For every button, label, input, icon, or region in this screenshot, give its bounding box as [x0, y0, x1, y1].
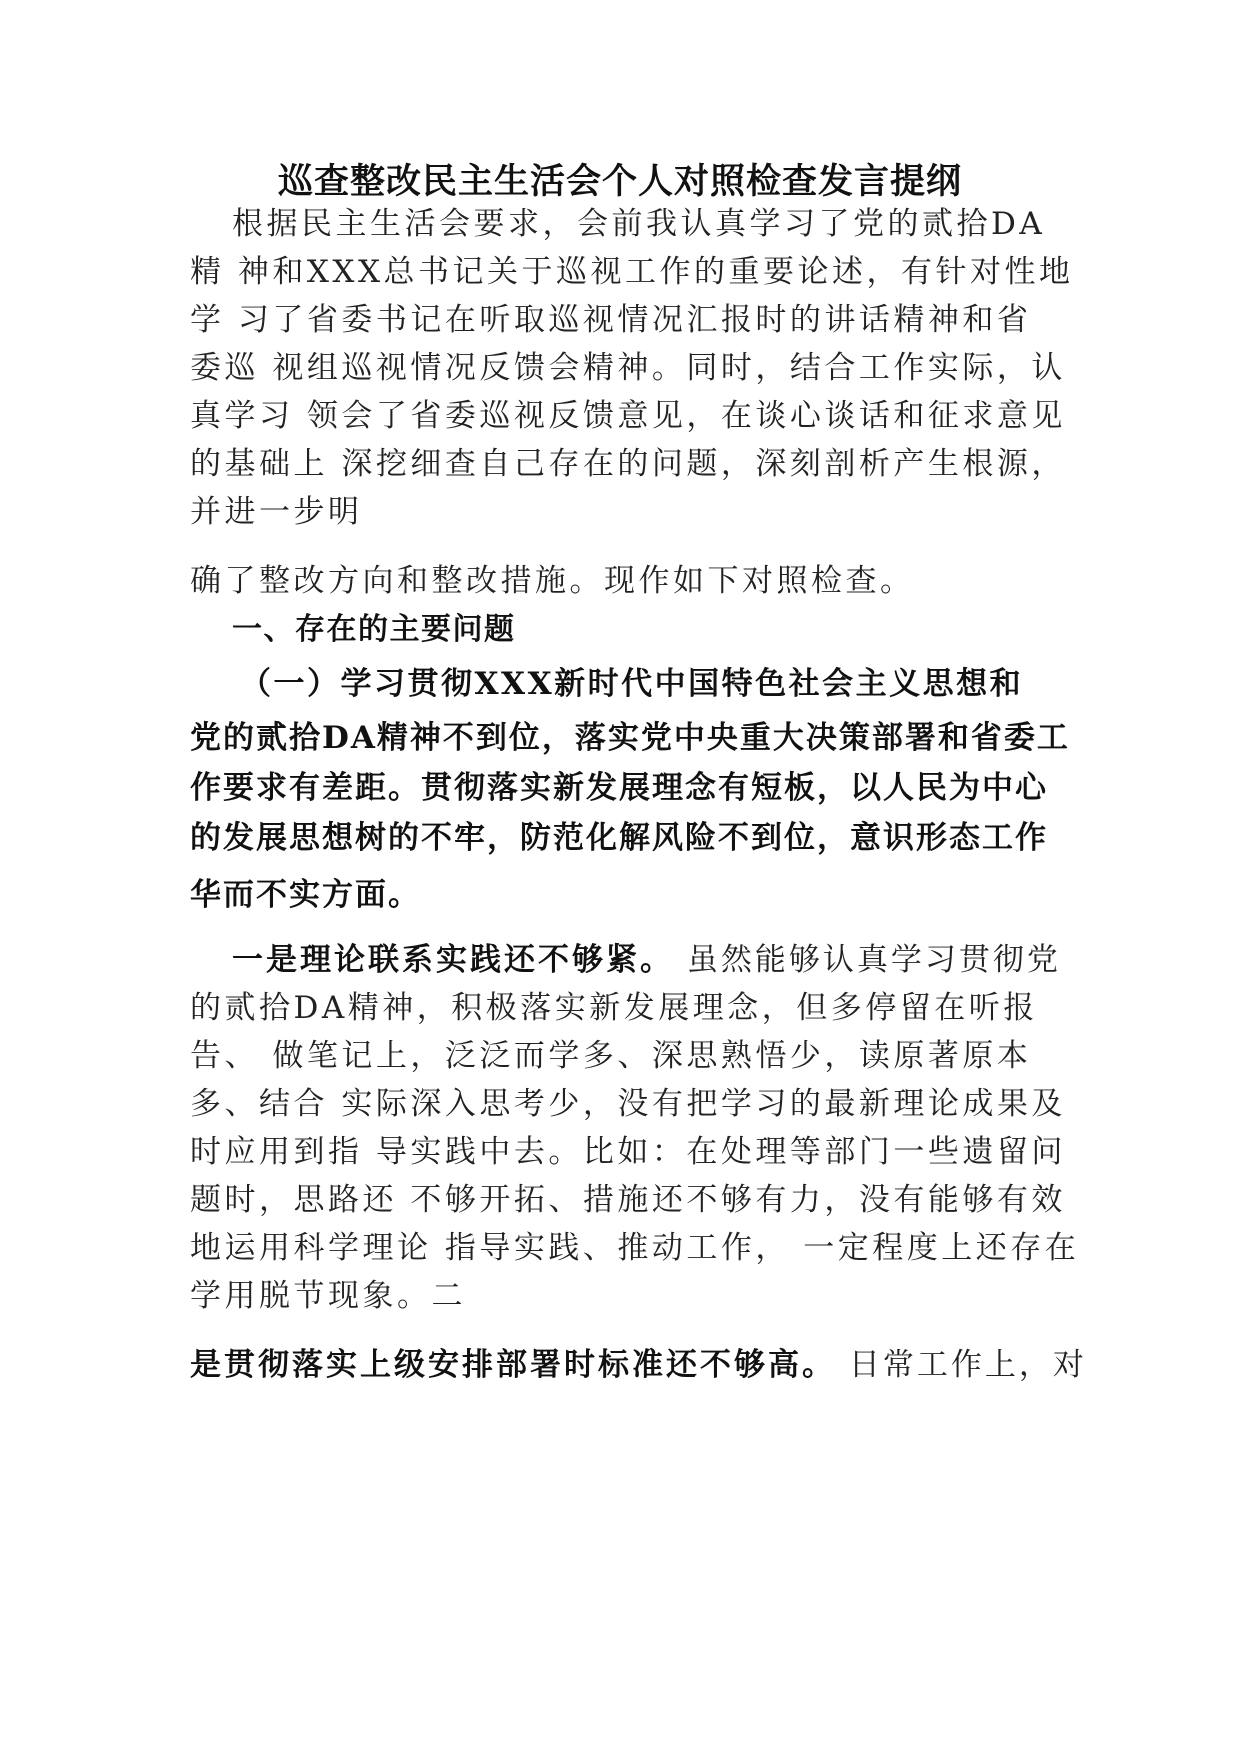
point2-rest: 日常工作上，对	[836, 1347, 1087, 1383]
intro-line-5: 真学习 领会了省委巡视反馈意见，在谈心谈话和征求意见	[190, 398, 1066, 434]
point1-line-4: 多、结合 实际深入思考少，没有把学习的最新理论成果及	[190, 1086, 1066, 1122]
point1-line-7: 地运用科学理论 指导实践、推动工作， 一定程度上还存在	[190, 1230, 1080, 1266]
point2-lead: 是贯彻落实上级安排部署时标准还不够高。	[190, 1347, 836, 1383]
point1-line-8: 学用脱节现象。二	[190, 1278, 466, 1314]
subsection-line-1: （一）学习贯彻XXX新时代中国特色社会主义思想和	[240, 666, 1024, 702]
point1-first-rest: 虽然能够认真学习贯彻党	[674, 942, 1061, 978]
intro-line-4: 委巡 视组巡视情况反馈会精神。同时，结合工作实际，认	[190, 350, 1066, 386]
intro-line-3: 学 习了省委书记在听取巡视情况汇报时的讲话精神和省	[190, 302, 1032, 338]
point1-line-6: 题时，思路还 不够开拓、措施还不够有力，没有能够有效	[190, 1182, 1066, 1218]
point1-lead: 一是理论联系实践还不够紧。	[232, 942, 674, 978]
point2-line	[190, 1345, 1087, 1385]
document-title: 巡查整改民主生活会个人对照检查发言提纲	[277, 162, 962, 202]
point1-line-3: 告、 做笔记上，泛泛而学多、深思熟悟少，读原著原本	[190, 1038, 1032, 1074]
subsection-line-2: 党的贰拾DA精神不到位，落实党中央重大决策部署和省委工	[190, 720, 1070, 756]
point1-first-line	[232, 940, 1061, 980]
intro-line-1: 根据民主生活会要求，会前我认真学习了党的贰拾DA	[232, 206, 1046, 242]
intro-line-7: 并进一步明	[190, 494, 363, 530]
subsection-line-5: 华而不实方面。	[190, 877, 421, 913]
intro-line-6: 的基础上 深挖细查自己存在的问题，深刻剖析产生根源，	[190, 446, 1066, 482]
intro-line-2: 精 神和XXX总书记关于巡视工作的重要论述，有针对性地	[190, 254, 1074, 290]
point1-line-5: 时应用到指 导实践中去。比如：在处理等部门一些遗留问	[190, 1134, 1066, 1170]
point1-line-2: 的贰拾DA精神，积极落实新发展理念，但多停留在听报	[190, 990, 1038, 1026]
subsection-line-3: 作要求有差距。贯彻落实新发展理念有短板，以人民为中心	[190, 770, 1048, 806]
intro-line-8: 确了整改方向和整改措施。现作如下对照检查。	[190, 563, 915, 599]
section-heading-1: 一、存在的主要问题	[232, 612, 516, 647]
subsection-line-4: 的发展思想树的不牢，防范化解风险不到位，意识形态工作	[190, 820, 1048, 856]
